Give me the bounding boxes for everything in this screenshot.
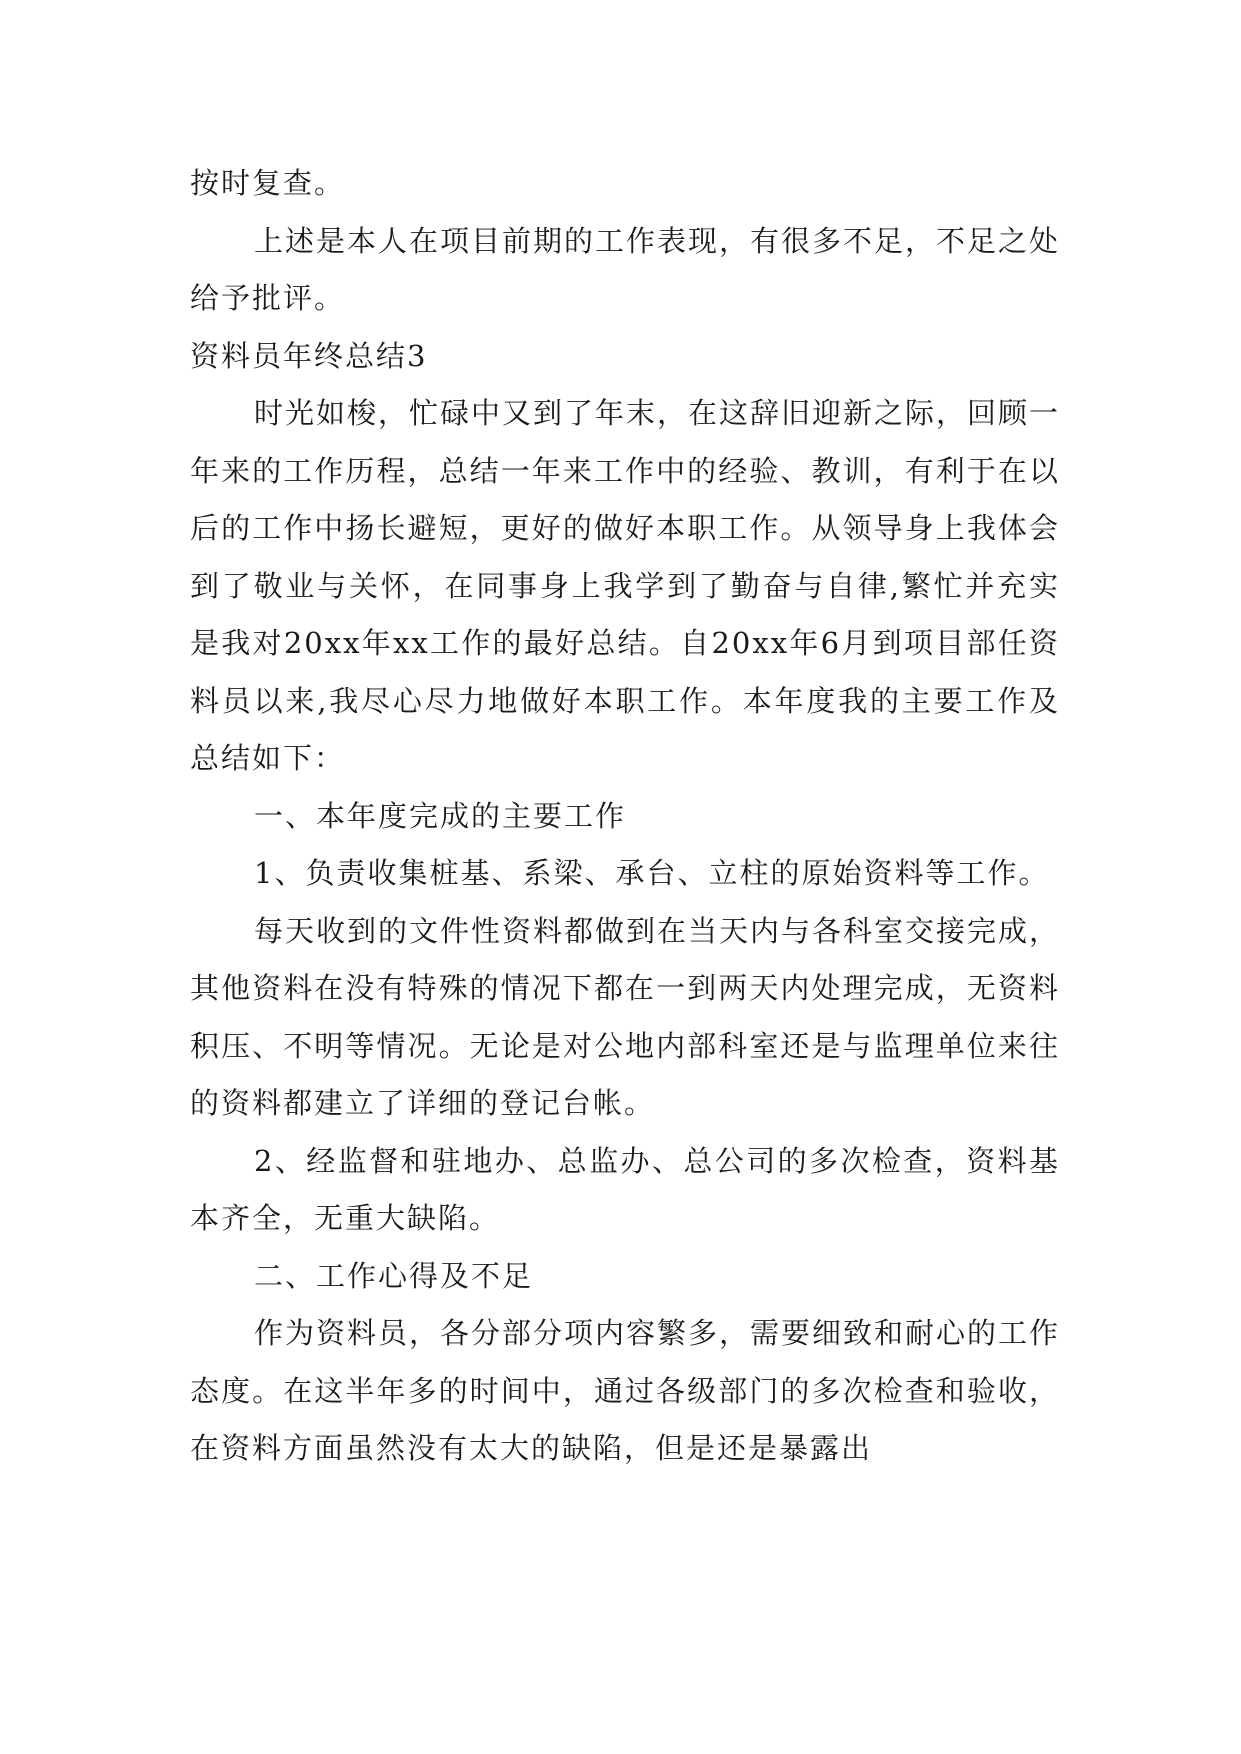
subheading: 一、本年度完成的主要工作 bbox=[254, 798, 627, 833]
paragraph: 按时复查。 bbox=[190, 166, 346, 200]
paragraph: 上述是本人在项目前期的工作表现，有很多不足，不足之处给予批评。 bbox=[190, 223, 1061, 315]
subheading: 二、工作心得及不足 bbox=[254, 1258, 534, 1293]
paragraph: 作为资料员，各分部分项内容繁多，需要细致和耐心的工作态度。在这半年多的时间中，通过各级部门的多次检查和验收，在资料方面虽然没有太大的缺陷，但是还是暴露出 bbox=[190, 1316, 1061, 1465]
paragraph: 时光如梭，忙碌中又到了年末，在这辞旧迎新之际，回顾一年来的工作历程，总结一年来工作中的经验、教训，有利于在以后的工作中扬长避短，更好的做好本职工作。从领导身上我体会到了敬业与关怀，在同事身上我学到了勤奋与自律,繁忙并充实是我对20xx年xx工作的最好总结。自20xx年6月到项目部任资料员以来,我尽心尽力地做好本职工作。本年度我的主要工作及总结如下： bbox=[190, 396, 1061, 775]
section-title: 资料员年终总结3 bbox=[190, 338, 428, 373]
document-body bbox=[190, 155, 1060, 1478]
paragraph: 每天收到的文件性资料都做到在当天内与各科室交接完成，其他资料在没有特殊的情况下都在一到两天内处理完成，无资料积压、不明等情况。无论是对公地内部科室还是与监理单位来往的资料都建立了详细的登记台帐。 bbox=[190, 913, 1061, 1120]
list-item: 2、经监督和驻地办、总监办、总公司的多次检查，资料基本齐全，无重大缺陷。 bbox=[190, 1143, 1060, 1235]
list-item: 1、负责收集桩基、系梁、承台、立柱的原始资料等工作。 bbox=[254, 856, 1050, 890]
